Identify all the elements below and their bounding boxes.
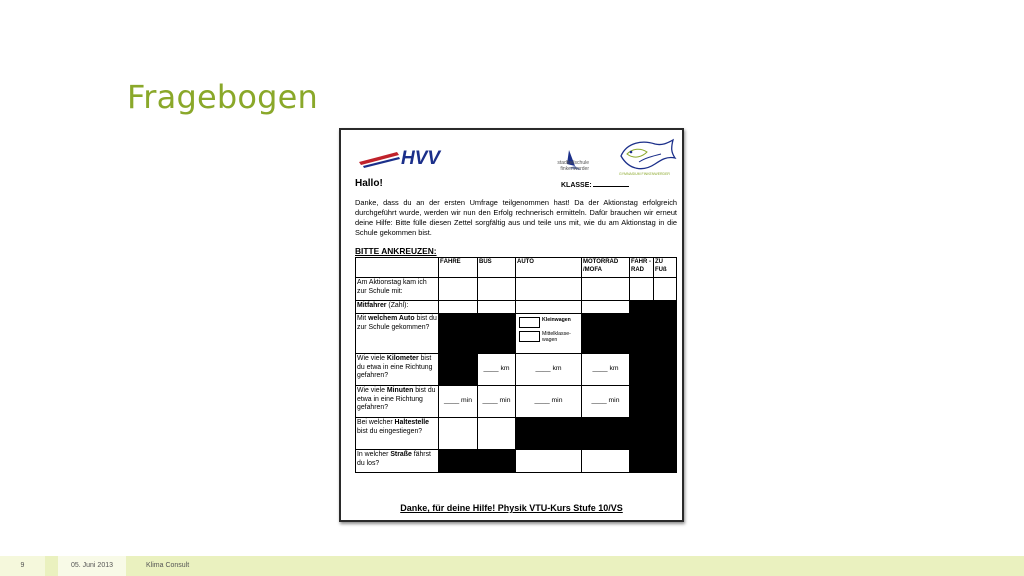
auto-options-cell — [516, 314, 582, 354]
row-label: Bei welcher Haltestelle bist du eingestiegen? — [356, 418, 439, 450]
footer-date: 05. Juni 2013 — [58, 556, 126, 576]
row-label: Mitfahrer (Zahl): — [356, 301, 439, 314]
column-header: AUTO — [516, 258, 582, 278]
blocked-cell — [478, 314, 516, 354]
column-header: ZU FUß — [654, 258, 677, 278]
table-row — [356, 278, 677, 301]
page-number: 9 — [0, 556, 45, 576]
blocked-cell — [630, 314, 654, 354]
intro-text: Danke, dass du an der ersten Umfrage teilgenommen hast! Da der Aktionstag erfolgreich durchgeführt wurde, werden wir nun den Erfolg rechnerisch ermitteln. Dafür brauchen wir erneut deine Hilfe: Bitte fülle diesen Zettel sorgfältig aus und teile uns mit, wie du am Aktionstag in die Schule gekommen bist. — [355, 198, 677, 237]
table-header-cell — [356, 258, 439, 278]
answer-cell — [478, 278, 516, 301]
column-header: BUS — [478, 258, 516, 278]
km-field: ____ km — [516, 354, 582, 386]
section-label: BITTE ANKREUZEN: — [355, 246, 437, 256]
blocked-cell — [654, 301, 677, 314]
min-field: ____ min — [582, 386, 630, 418]
blocked-cell — [630, 354, 654, 386]
blocked-cell — [582, 314, 630, 354]
table-row — [356, 314, 677, 354]
blocked-cell — [439, 450, 478, 473]
answer-cell — [439, 278, 478, 301]
row-label: Wie viele Minuten bist du etwa in eine Richtung gefahren? — [356, 386, 439, 418]
auto-option: Kleinwagen — [519, 317, 580, 328]
blocked-cell — [439, 354, 478, 386]
km-field: ____ km — [478, 354, 516, 386]
min-field: ____ min — [516, 386, 582, 418]
column-header: MOTORRAD /MOFA — [582, 258, 630, 278]
questionnaire-image — [339, 128, 684, 522]
blocked-cell — [654, 450, 677, 473]
km-field: ____ km — [582, 354, 630, 386]
blocked-cell — [654, 314, 677, 354]
answer-cell — [478, 418, 516, 450]
blocked-cell — [478, 450, 516, 473]
answer-cell — [582, 278, 630, 301]
row-label: Wie viele Kilometer bist du etwa in eine Richtung gefahren? — [356, 354, 439, 386]
slide-footer — [0, 556, 1024, 576]
blocked-cell — [630, 418, 654, 450]
table-row — [356, 450, 677, 473]
table-row — [356, 418, 677, 450]
footer-text: Klima Consult — [146, 562, 190, 569]
greeting: Hallo! — [355, 178, 383, 189]
blocked-cell — [516, 418, 582, 450]
row-label: In welcher Straße fährst du los? — [356, 450, 439, 473]
answer-cell — [582, 450, 630, 473]
min-field: ____ min — [439, 386, 478, 418]
blocked-cell — [439, 314, 478, 354]
klasse-field: KLASSE: — [561, 182, 629, 189]
answer-cell — [439, 418, 478, 450]
row-label: Am Aktionstag kam ich zur Schule mit: — [356, 278, 439, 301]
hvv-logo-text: HVV — [401, 148, 441, 169]
answer-cell — [582, 301, 630, 314]
answer-cell — [630, 278, 654, 301]
survey-table — [355, 257, 677, 473]
fish-logo-text: GYMNASIUM FINKENWERDER — [619, 172, 670, 176]
thanks-text: Danke, für deine Hilfe! Physik VTU-Kurs Stufe 10/VS — [400, 503, 623, 513]
table-row — [356, 301, 677, 314]
slide-title: Fragebogen — [127, 78, 319, 116]
auto-option: Mittelklasse-wagen — [519, 331, 580, 343]
answer-cell — [478, 301, 516, 314]
answer-cell — [516, 450, 582, 473]
table-header-row — [356, 258, 677, 278]
blocked-cell — [654, 418, 677, 450]
table-row — [356, 386, 677, 418]
blocked-cell — [582, 418, 630, 450]
blocked-cell — [654, 354, 677, 386]
blocked-cell — [630, 450, 654, 473]
answer-cell — [516, 301, 582, 314]
auto-checkbox — [519, 331, 540, 342]
table-row — [356, 354, 677, 386]
column-header: FÄHRE — [439, 258, 478, 278]
school-logo-text: stadtteilschule finkenwerder — [557, 160, 589, 172]
answer-cell — [654, 278, 677, 301]
answer-cell — [516, 278, 582, 301]
column-header: FAHR -RAD — [630, 258, 654, 278]
answer-cell — [439, 301, 478, 314]
blocked-cell — [630, 301, 654, 314]
blocked-cell — [654, 386, 677, 418]
auto-checkbox — [519, 317, 540, 328]
row-label: Mit welchem Auto bist du zur Schule gekommen? — [356, 314, 439, 354]
hvv-logo — [357, 142, 453, 170]
blocked-cell — [630, 386, 654, 418]
min-field: ____ min — [478, 386, 516, 418]
